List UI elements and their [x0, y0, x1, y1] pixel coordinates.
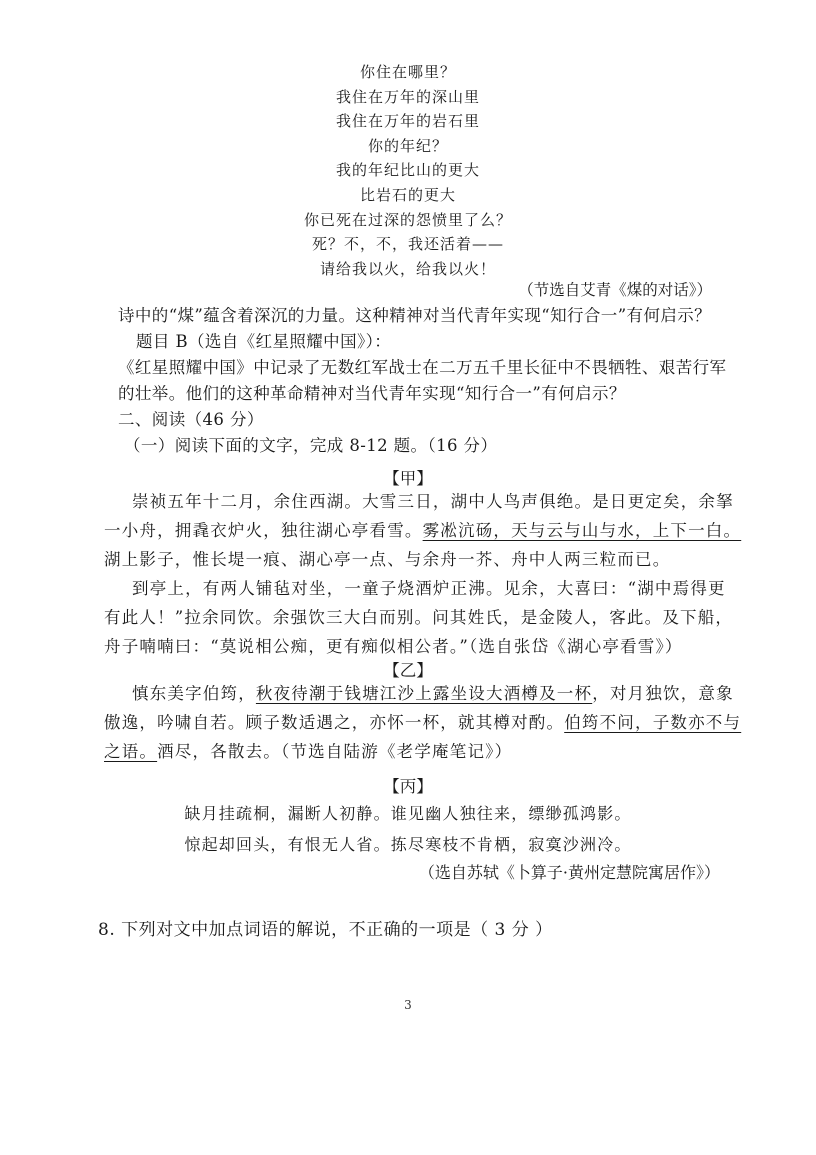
passage-text: 傲逸，吟啸自若。顾子数适遇之，亦怀一杯，就其樽对酌。: [104, 713, 565, 732]
passage-line: 舟子喃喃曰：“莫说相公痴，更有痴似相公者。”（选自张岱《湖心亭看雪》）: [104, 637, 683, 656]
question-a: 诗中的“煤”蕴含着深沉的力量。这种精神对当代青年实现“知行合一”有何启示？: [118, 306, 712, 325]
passage-line: [104, 708, 742, 737]
yi-passage: [104, 679, 742, 766]
passage-line: 有此人！”拉余同饮。余强饮三大白而别。问其姓氏，是金陵人，客此。及下船，: [104, 608, 734, 627]
poem-excerpt: [0, 60, 816, 281]
questions-block: [118, 303, 727, 459]
poem-line: 你住在哪里？: [359, 63, 456, 81]
question-b-line: 《红星照耀中国》中记录了无数红军战士在二万五千里长征中不畏牺牲、艰苦行军: [118, 358, 727, 377]
poem-line: 你已死在过深的怨愤里了么？: [303, 210, 512, 229]
passage-line: 到亭上，有两人铺毡对坐，一童子烧酒炉正沸。见余，大喜曰：“湖中焉得更: [132, 579, 726, 598]
underlined-sentence: 雾凇沆砀，天与云与山与水，上下一白。: [422, 521, 742, 540]
passage-line: [104, 679, 734, 708]
section-instructions: （一）阅读下面的文字，完成 8-12 题。（16 分）: [124, 436, 498, 455]
underlined-sentence: 秋夜待潮于钱塘江沙上露坐设大酒樽及一杯: [255, 684, 593, 703]
poem-line: 死？不，不，我还活着——: [311, 235, 504, 254]
passage-line: [104, 737, 724, 766]
question-b-line: 的壮举。他们的这种革命精神对当代青年实现“知行合一”有何启示？: [118, 384, 626, 403]
poem-line: 请给我以火，给我以火！: [319, 259, 496, 278]
poem-line: 我的年纪比山的更大: [335, 161, 480, 180]
poem-line: 我住在万年的深山里: [335, 87, 480, 106]
bing-heading: 【丙】: [383, 777, 433, 796]
passage-text: 一小舟，拥毳衣炉火，独往湖心亭看雪。: [104, 521, 423, 540]
ci-line: 缺月挂疏桐，漏断人初静。谁见幽人独往来，缥缈孤鸿影。: [184, 804, 632, 823]
bing-source: （选自苏轼《卜算子·黄州定慧院寓居作》）: [418, 863, 720, 882]
yi-heading: 【乙】: [383, 661, 433, 680]
jia-passage: [104, 487, 742, 661]
passage-text: ，对月独饮，意象: [592, 684, 734, 703]
underlined-sentence: 之语。: [104, 742, 158, 761]
topic-b-label: 题目 B（选自《红星照耀中国》）：: [136, 332, 392, 351]
section-title: 二、阅读（46 分）: [118, 410, 264, 429]
passage-text: 酒尽，各散去。（节选自陆游《老学庵笔记》）: [157, 742, 513, 761]
question-8: 8. 下列对文中加点词语的解说，不正确的一项是（ 3 分 ）: [98, 920, 553, 940]
passage-line: 崇祯五年十二月，余住西湖。大雪三日，湖中人鸟声俱绝。是日更定矣，余拏: [132, 492, 734, 511]
poem-line: 你的年纪？: [367, 136, 448, 155]
passage-line: [104, 516, 742, 545]
poem-line: 我住在万年的岩石里: [335, 112, 480, 131]
bing-poem: [0, 798, 816, 860]
passage-text: 慎东美字伯筠，: [132, 684, 256, 703]
poem-line: 比岩石的更大: [359, 185, 456, 204]
poem-source: （节选自艾青《煤的对话》）: [518, 281, 712, 299]
page-number: 3: [404, 998, 412, 1012]
passage-line: 湖上影子，惟长堤一痕、湖心亭一点、与余舟一芥、舟中人两三粒而已。: [104, 550, 671, 569]
underlined-sentence: 伯筠不问，子数亦不与: [564, 713, 742, 732]
jia-heading: 【甲】: [383, 469, 433, 488]
ci-line: 惊起却回头，有恨无人省。拣尽寒枝不肯栖，寂寞沙洲冷。: [184, 835, 632, 854]
